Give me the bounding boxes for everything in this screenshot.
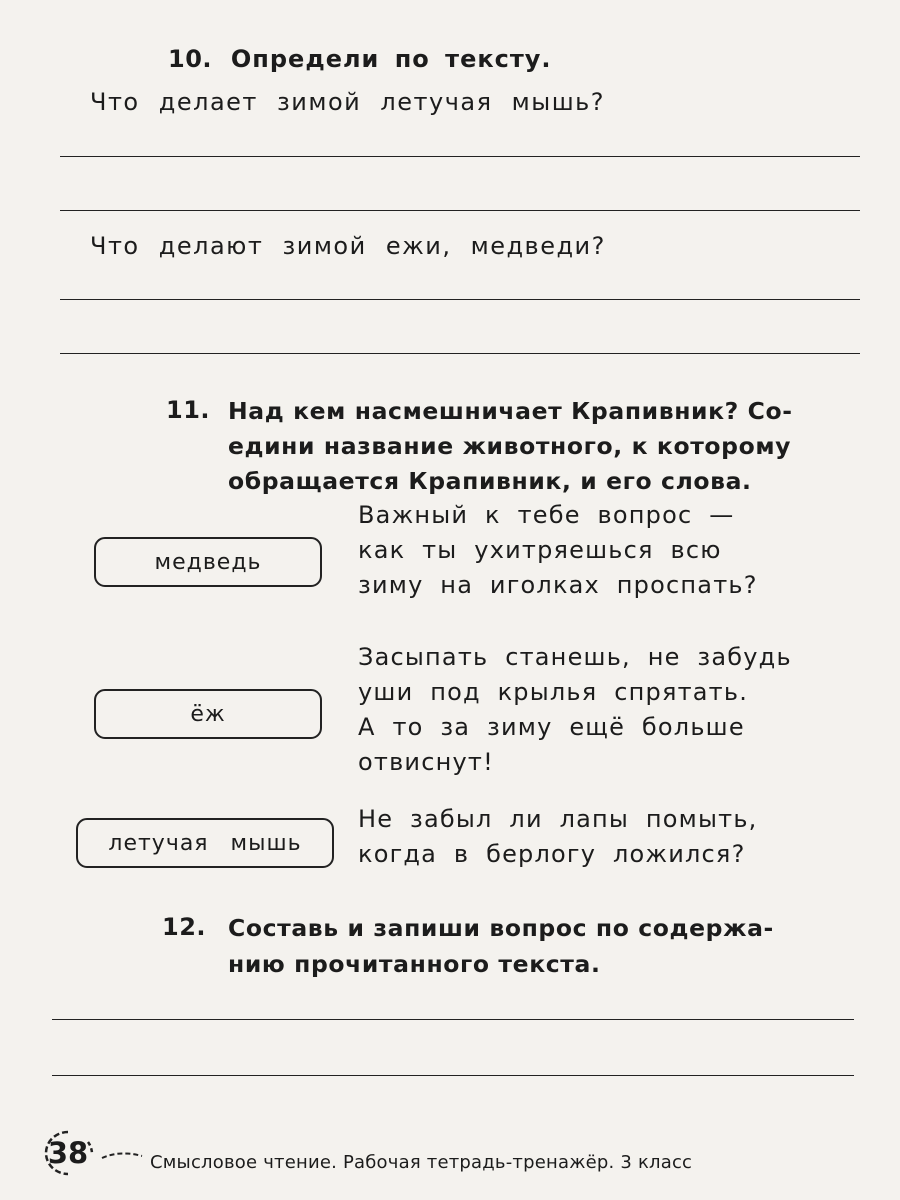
animal-label: ёж xyxy=(190,701,226,727)
phrase-line: Не забыл ли лапы помыть, xyxy=(358,805,758,833)
phrase-block-3[interactable] xyxy=(358,802,758,872)
task10-title: Определи по тексту. xyxy=(230,45,552,73)
phrase-line: отвиснут! xyxy=(358,748,494,776)
task12-instruction-line: Составь и запиши вопрос по содержа- xyxy=(228,914,774,942)
task11-instruction-line: Над кем насмешничает Крапивник? Со- xyxy=(228,397,793,425)
animal-box-bear[interactable] xyxy=(94,537,322,587)
task10-heading xyxy=(168,45,552,73)
task12-instruction xyxy=(228,910,774,982)
phrase-line: как ты ухитряешься всю xyxy=(358,536,722,564)
answer-line-12-2[interactable] xyxy=(52,1075,854,1076)
task10-number: 10. xyxy=(168,45,213,73)
answer-line-12-1[interactable] xyxy=(52,1019,854,1020)
phrase-line: зиму на иголках проспать? xyxy=(358,571,758,599)
phrase-line: уши под крылья спрятать. xyxy=(358,678,749,706)
answer-line-10-4[interactable] xyxy=(60,353,860,354)
phrase-block-2[interactable] xyxy=(358,640,792,780)
task12-instruction-line: нию прочитанного текста. xyxy=(228,950,601,978)
task11-instruction-line: едини название животного, к которому xyxy=(228,432,792,460)
animal-box-hedgehog[interactable] xyxy=(94,689,322,739)
task10-question-1: Что делает зимой летучая мышь? xyxy=(90,88,606,116)
task12-number: 12. xyxy=(162,913,207,941)
answer-line-10-2[interactable] xyxy=(60,210,860,211)
footer-book-title: Смысловое чтение. Рабочая тетрадь-тренажёр. 3 класс xyxy=(150,1152,693,1173)
task10-question-2: Что делают зимой ежи, медведи? xyxy=(90,232,606,260)
phrase-line: А то за зиму ещё больше xyxy=(358,713,745,741)
answer-line-10-1[interactable] xyxy=(60,156,860,157)
footer-dashes-icon xyxy=(100,1148,144,1162)
phrase-line: Засыпать станешь, не забудь xyxy=(358,643,792,671)
task11-instruction-line: обращается Крапивник, и его слова. xyxy=(228,467,752,495)
task11-number: 11. xyxy=(166,396,211,424)
page-number-text: 38 xyxy=(47,1136,89,1170)
page-number xyxy=(36,1128,100,1178)
task11-instruction xyxy=(228,394,858,499)
animal-label: медведь xyxy=(154,549,262,575)
phrase-line: Важный к тебе вопрос — xyxy=(358,501,735,529)
animal-label: летучая мышь xyxy=(108,830,302,856)
answer-line-10-3[interactable] xyxy=(60,299,860,300)
phrase-block-1[interactable] xyxy=(358,498,758,603)
phrase-line: когда в берлогу ложился? xyxy=(358,840,746,868)
animal-box-bat[interactable] xyxy=(76,818,334,868)
